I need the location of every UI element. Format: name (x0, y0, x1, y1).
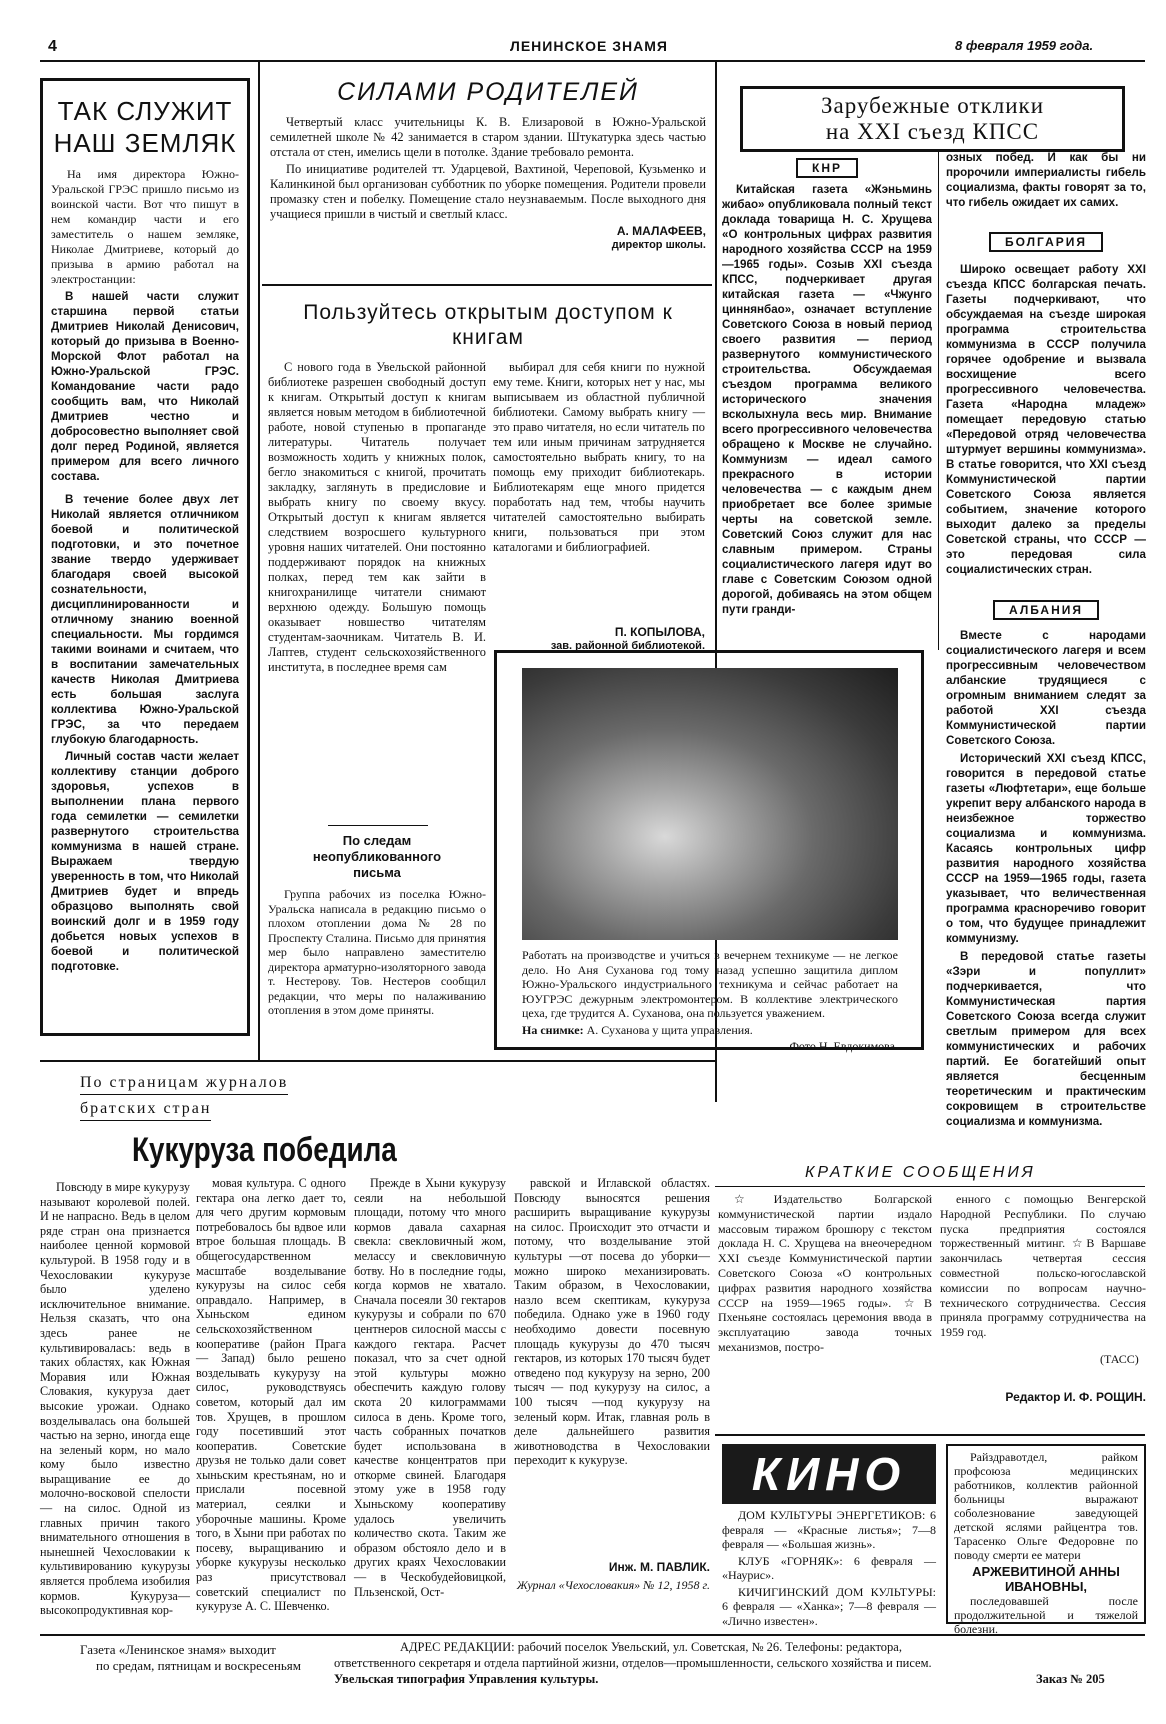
zemlyak-intro: На имя директора Южно-Уральской ГРЭС пришло письмо из воинской части. Вот что пишут в нем командир части и его заместитель о нашем земляке, Николае Дмитриеве, который до призыва в армию работал на электростанции: (51, 167, 239, 286)
sledam-text: Группа рабочих из поселка Южно-Уральска написала в редакцию письмо о плохом отоплении дома № 28 по Проспекту Сталина. Письмо для принятия мер было направлено заместителю директора арматурно-изоляторного завода т. Нестерову. Тов. Нестеров сообщил редакции, что меры по налаживанию отопления в этом доме приняты. (268, 887, 486, 1017)
editor: Редактор И. Ф. РОЩИН. (1005, 1390, 1146, 1404)
kukuruza-rubric-2: братских стран (80, 1100, 211, 1121)
roditeli-article (270, 78, 706, 252)
roditeli-sign-name: А. МАЛАФЕЕВ, (616, 224, 706, 238)
bolg-text: Широко освещает работу XXI съезда КПСС болгарская печать. Газеты подчеркивают, что обсуждаемая на съезде широкая программа строительства коммунизма в СССР получила горячее одобрение и вызвала восхищение всего прогрессивного человечества. Газета «Народна младеж» помещает передовую статью «Передовой отряд человечества штурмует вершины коммунизма». В статье говорится, что XXI съезд Коммунистической партии Советского Союза является событием, значение которого выходит далеко за пределы Советской страны, что СССР — это передовая сила социалистических стран. (946, 263, 1146, 576)
dostup-sign-name: П. КОПЫЛОВА, (614, 625, 705, 639)
kukuruza-col2: мовая культура. С одного гектара она легко дает то, для чего другим кормовым потребовалось бы вдвое или втрое большая площадь. В общегосударственном масштабе возделывание кукурузы на силос себя оправдало. Например, в Хыньском едином сельскохозяйственном кооперативе (район Прага — Запад) было решено возделывать кукурузу на силос, руководствуясь советом, который дал им тов. Хрущев, в прошлом году посетивший этот кооператив. Советские друзья не только дали совет хыньским крестьянам, но и прислали посевной материал, сеялки и уборочные машины. Кроме того, в Хыни при работах по посеву, выращиванию и уборке кукурузы несколько раз присутствовал советский специалист по кукурузе А. С. Шевченко. (196, 1176, 346, 1614)
issue-date: 8 февраля 1959 года. (955, 38, 1094, 53)
zarubezh-title-line1: Зарубежные отклики (820, 93, 1045, 118)
kino-text-2: КЛУБ «ГОРНЯК»: 6 февраля — «Наурис». (722, 1553, 936, 1582)
rule-mid (40, 1060, 715, 1062)
dostup-col1: С нового года в Увельской районной библиотеке разрешен свободный доступ к книгам. Открытый доступ к книгам является новым методом в библиотечной работе, новой ступенью в пропаганде литературы. Читатель получает возможность ходить у книжных полок, бегло знакомиться с книгой, прочитать закладку, заглянуть в предисловие и выбрать книгу по своему вкусу. Открытый доступ к книгам является следствием возросшего культурного уровня наших читателей. Они постоянно поддерживают порядок на книжных полках, перед тем как зайти в книгохранилище читатели снимают верхнюю одежду. Большую помощь оказывает новшество читателям студентам-заочникам. Читатель В. И. Лаптев, студент сельскохозяйственного института, в последнее время сам (268, 360, 486, 674)
sledam-rule (328, 825, 428, 826)
obit-text-1: Райздравотдел, райком профсоюза медицинских работников, коллектив районной больницы выражают соболезнование заведующей детской яслями райцентра тов. Тарасенко Ольге Федоровне по поводу смерти ее матери (954, 1450, 1138, 1562)
footer-left-2: по средам, пятницам и воскресеньям (96, 1658, 301, 1673)
tag-knr: КНР (796, 158, 858, 178)
rule-col3 (938, 150, 939, 650)
roditeli-title: СИЛАМИ РОДИТЕЛЕЙ (337, 78, 639, 106)
kukuruza-rubric-1: По страницам журналов (80, 1074, 288, 1095)
footer-address-3: Увельская типография Управления культуры. (334, 1672, 599, 1686)
alb-text: Вместе с народами социалистического лагеря и всем прогрессивным человечеством албанские трудящиеся с огромным вниманием следят за работой XXI съезда Коммунистической партии Советского Союза. Исторический XXI съезд КПСС, говорится в передовой статье газеты «Люфтетари», еще больше укрепит веру албанского народа в неизбежное торжество социализма и коммунизма. Касаясь контрольных цифр развития народного хозяйства СССР на 1959—1965 годы, газета указывает, что величественная программа красноречиво говорит о том, что будущее принадлежит коммунизму. В передовой статье газеты «Зэри и популлит» подчеркивается, что Коммунистическая партия Советского Союза всегда служит светлым примером для всех коммунистических и рабочих партий. Ее богатейший опыт является бесценным теоретическим и практическим сокровищем в строительстве социализма и коммунизма. (946, 629, 1146, 1128)
footer-left-1: Газета «Ленинское знамя» выходит (80, 1642, 276, 1657)
rule-bottom-right (715, 1434, 1145, 1436)
kukuruza-col4: равской и Иглавской областях. Повсюду выносятся решения расширить выращивание кукурузы на силос. Происходит это отчасти и потому, что возделывание этой культуры —от посева до уборки—можно широко механизировать. Таким образом, в Чехословакии, назло всем скептикам, кукуруза победила. Однако уже в 1960 году необходимо довести посевную площадь кукурузы до 470 тысяч гектаров, из которых 170 тысяч будет отведено под кукурузу на зерно, 200 тысяч — под кукурузу на силос, а 100 тысяч —под кукурузу на зеленый корм. Итак, главная роль в деле дальнейшего развития животноводства в Чехословакии переходит к кукурузе. (514, 1176, 710, 1468)
kino-title: КИНО (751, 1448, 907, 1500)
dostup-sign-role: зав. районной библиотекой. (550, 640, 705, 652)
obit-text-2: последовавшей после продолжительной и тяжелой болезни. (954, 1594, 1138, 1636)
rule-kratkie (715, 1186, 1145, 1187)
sledam-title: По следам неопубликованного письма (312, 833, 442, 880)
photo-caption: Работать на производстве и учиться в вечернем техникуме — не легкое дело. Но Аня Суханова год тому назад успешно защитила диплом Южно-Уральского индустриального техникума и сейчас работает на ЮУГРЭС дежурным электромонтером. В коллективе электрического цеха, где трудится А. Суханова, она пользуется уважением. На снимке: А. Суханова у щита управления. Фото Н. Евдокимова. (522, 948, 898, 1053)
obit-box (946, 1444, 1146, 1636)
tag-albania: АЛБАНИЯ (993, 600, 1099, 620)
obit-name: АРЖЕВИТИНОЙ АННЫ ИВАНОВНЫ, (972, 1564, 1120, 1594)
knr-cont: озных побед. И как бы ни пророчили империалисты гибель социализма, факты говорят за то, что гибель ожидает их самих. (946, 151, 1146, 209)
zemlyak-p1: В нашей части служит старшина первой статьи Дмитриев Николай Денисович, который до призыва в Военно-Морской Флот работал на Южно-Уральской ГРЭС. Командование части радо сообщить вам, что Николай Дмитриев честно и добросовестно выполняет свой долг перед Родиной, является примером для всего личного состава. (51, 290, 239, 483)
page-number: 4 (48, 38, 57, 55)
footer-order: Заказ № 205 (1036, 1672, 1105, 1686)
kratkie-col2: енного с помощью Венгерской Народной Республики. По случаю пуска предприятия состоялся торжественный митинг. ☆В Варшаве закончилась четвертая сессия совместной польско-югославской комиссии по вопросам научно-технического сотрудничества. Сессия приняла программу сотрудничества на 1959 год. (940, 1192, 1146, 1340)
roditeli-sign-role: директор школы. (611, 239, 706, 251)
kino-title-box (722, 1444, 936, 1504)
photo-image (522, 668, 898, 940)
rule-col1 (258, 62, 260, 1062)
photo-label: На снимке: (522, 1022, 584, 1037)
kratkie-title: КРАТКИЕ СООБЩЕНИЯ (805, 1164, 1036, 1181)
tag-bolgaria: БОЛГАРИЯ (989, 232, 1103, 252)
kukuruza-sign: Инж. М. ПАВЛИК. (608, 1560, 710, 1574)
kino-text (722, 1508, 936, 1628)
kratkie-col1: ☆Издательство Болгарской коммунистической партии издало массовым тиражом брошюру с текстом доклада Н. С. Хрущева на внеочередном XXI съезде Коммунистической партии Советского Союза «О контрольных цифрах развития народного хозяйства СССР на 1959—1965 годы». ☆В Пхеньяне состоялась церемония ввода в эксплуатацию завода точных механизмов, постро- (718, 1192, 932, 1354)
dostup-title: Пользуйтесь открытым доступом к книгам (303, 301, 673, 349)
roditeli-p2: По инициативе родителей тт. Ударцевой, Вахтиной, Череповой, Кузьменко и Калинкиной был организован субботник по уборке помещения. Родители провели промазку стен и побелку. Помещение стало неузнаваемым. После выходного дня учащиеся пришли в чистый и светлый класс. (270, 162, 706, 221)
kino-text-3: КИЧИГИНСКИЙ ДОМ КУЛЬТУРЫ: 6 февраля — «Ханка»; 7—8 февраля — «Лично известен». (722, 1584, 936, 1628)
footer-rule (40, 1634, 1145, 1636)
sledam-article (268, 825, 486, 1020)
newspaper-name: ЛЕНИНСКОЕ ЗНАМЯ (510, 38, 668, 54)
zarubezh-title-box (740, 86, 1125, 152)
header-rule (40, 60, 1145, 62)
kukuruza-col3: Прежде в Хыни кукурузу сеяли на небольшой площади, потому что много кормов давала сахарная свекла: свекловичный жом, мелассу и свекловичную ботву. Но в последние годы, когда кормов не хватало. Сначала посеяли 30 гектаров кукурузы и собрали по 670 центнеров силосной массы с каждого гектара. Расчет показал, что за счет одной этой культуры можно обеспечить каждую голову скота 20 килограммами силоса в день. Кроме того, часть собранных початков будет использована в качестве концентратов при откорме свиней. Благодаря этому уже в 1958 году Хыньскому кооперативу удалось увеличить количество скота. Таким же образом обстояло дело и в других краях Чехословакии — в Ческобудейовицкой, Пльзенской, Ост- (354, 1176, 506, 1599)
kukuruza-col1: Повсюду в мире кукурузу называют королевой полей. И не напрасно. Ведь в целом ряде стран она признается наиболее ценной кормовой культурой. В 1958 году и в Чехословакии кукурузе было уделено исключительное внимание. Нельзя сказать, что она здесь ранее не культивировалась: ведь в таких областях, как Южная Моравия или Южная Словакия, кукуруза дает высокие урожаи. Однако возделывалась она большей частью на зерно, иногда еще на зеленый корм, но мало кому было известно выращивание ее до молочно-восковой спелости — на силос. Одной из главных причин такого внимательного отношения в нынешней Чехословакии к культивированию кукурузы является проблема изобилия кормов. Кукуруза—высокопродуктивная кор- (40, 1180, 190, 1618)
zemlyak-p2: В течение более двух лет Николай является отличником боевой и политической подготовки, и это почетное звание твердо удерживает благодаря своей высокой сознательности, дисциплинированности и отличному знанию военной специальности. Мы гордимся такими воинами и считаем, что в воспитании замечательных качеств Николая Дмитриева есть большая заслуга коллектива Южно-Уральской ГРЭС, за что передаем глубокую благодарность. (51, 493, 239, 746)
kukuruza-source: Журнал «Чехословакия» № 12, 1958 г. (516, 1578, 710, 1592)
dostup-col2: выбирал для себя книги по нужной ему теме. Книги, которых нет у нас, мы выписываем из областной публичной библиотеки. Самому выбрать книгу — это право читателя, но если читатель по тем или иным причинам затрудняется самостоятельно выбрать книгу, то на помощь ему приходит библиотекарь. Библиотекарям еще много придется поработать над тем, чтобы научить читателей самостоятельно выбирать книги, пользоваться при этом каталогами и библиографией. (493, 360, 705, 554)
zemlyak-p3: Личный состав части желает коллективу станции доброго здоровья, успехов в выполнении плана первого года семилетки — семилетки развернутого строительства коммунизма в нашей стране. Выражаем твердую уверенность в том, что Николай Дмитриев будет и впредь образцово выполнять свой воинский долг и в 1959 году добьется новых успехов в боевой и политической подготовке. (51, 750, 239, 973)
kukuruza-title: Кукуруза победила (132, 1131, 397, 1169)
photo-credit: Фото Н. Евдокимова. (789, 1039, 898, 1053)
zarubezh-title-line2: на XXI съезд КПСС (825, 119, 1040, 144)
zemlyak-article (40, 78, 250, 1036)
roditeli-p1: Четвертый класс учительницы К. В. Елизаровой в Южно-Уральской семилетней школе № 42 занимается в старом здании. Штукатурка здесь частью отстала от стен, имелись щели в потолке. Здание требовало ремонта. (270, 115, 706, 159)
knr-text: Китайская газета «Жэньминь жибао» опубликовала полный текст доклада товарища Н. С. Хрущева «О контрольных цифрах развития народного хозяйства СССР на 1959—1965 годы». Созыв XXI съезда КПСС, подчеркивает другая китайская газета — «Чжунго циннянбао», означает вступление Советского Союза в новый период своего развития — период развернутого коммунистического строительства. Обсуждаемая съездом программа великого исторического значения всколыхнула весь мир. Внимание всего прогрессивного человечества обращено к Москве не случайно. Коммунизм — идеал самого прекрасного в истории человечества — с каждым днем приобретает все более зримые черты на советской земле. Советский Союз служит для нас славным примером. Страны социалистического лагеря идут во главе с Советским Союзом одной дорогой, добиваясь на этом общем пути гранди- (722, 183, 932, 616)
footer-address-2: ответственного секретаря и отдела партийной жизни, отделов—промышленности, сельского хозяйства и писем. (334, 1656, 932, 1670)
photo-label-text: А. Суханова у щита управления. (586, 1022, 753, 1037)
kratkie-agency: (ТАСС) (1100, 1352, 1139, 1366)
footer-address-1: АДРЕС РЕДАКЦИИ: рабочий поселок Увельский, ул. Советская, № 26. Телефоны: редактора, (400, 1640, 902, 1654)
zemlyak-title: ТАК СЛУЖИТ НАШ ЗЕМЛЯК (53, 96, 237, 158)
rule-roditeli (262, 284, 712, 286)
kino-text-1: ДОМ КУЛЬТУРЫ ЭНЕРГЕТИКОВ: 6 февраля — «Красные листья»; 7—8 февраля — «Большая жизнь». (722, 1508, 936, 1551)
